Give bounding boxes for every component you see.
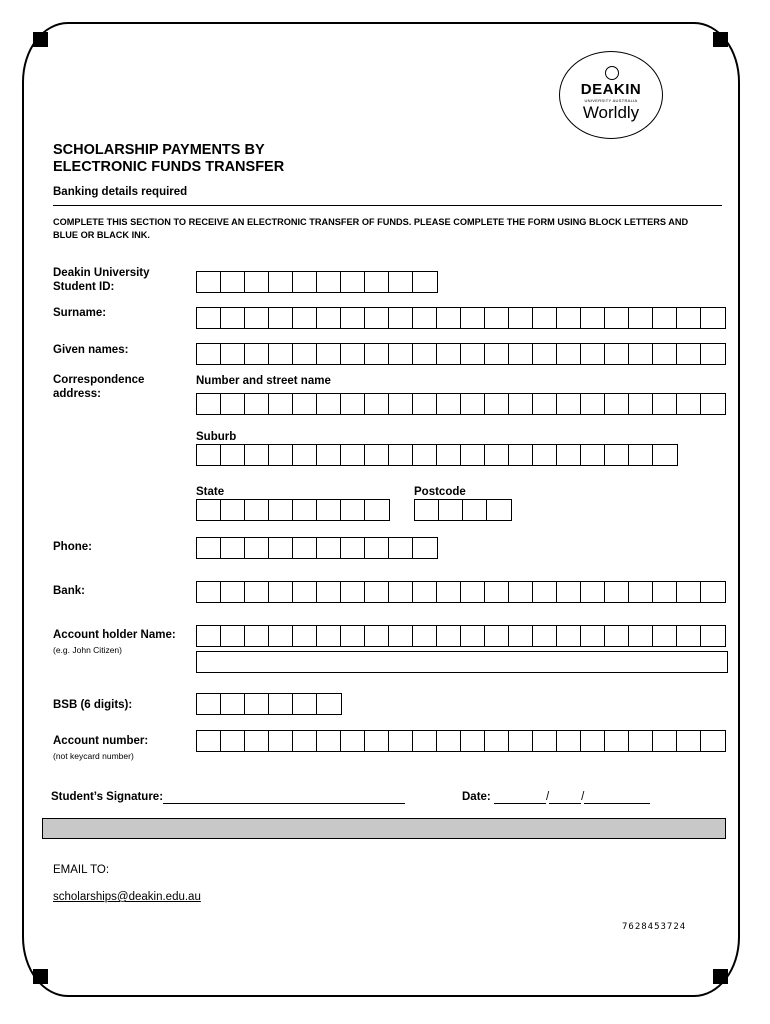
char-cell[interactable] bbox=[365, 626, 389, 646]
form-title bbox=[53, 142, 284, 176]
char-cell[interactable] bbox=[605, 344, 629, 364]
char-cell[interactable] bbox=[461, 394, 485, 414]
postcode-label: Postcode bbox=[414, 486, 466, 498]
account-number-hint: (not keycard number) bbox=[53, 751, 134, 761]
char-cell[interactable] bbox=[413, 626, 437, 646]
char-cell[interactable] bbox=[557, 731, 581, 751]
char-cell[interactable] bbox=[293, 731, 317, 751]
char-cell[interactable] bbox=[509, 731, 533, 751]
account-holder-hint: (e.g. John Citizen) bbox=[53, 645, 122, 655]
char-cell[interactable] bbox=[317, 731, 341, 751]
char-cell[interactable] bbox=[197, 731, 221, 751]
char-cell[interactable] bbox=[485, 308, 509, 328]
char-cell[interactable] bbox=[653, 582, 677, 602]
char-cell[interactable] bbox=[557, 344, 581, 364]
char-cell[interactable] bbox=[293, 694, 317, 714]
char-cell[interactable] bbox=[533, 582, 557, 602]
char-cell[interactable] bbox=[413, 344, 437, 364]
char-cell[interactable] bbox=[413, 272, 437, 292]
char-cell[interactable] bbox=[581, 445, 605, 465]
char-cell[interactable] bbox=[485, 582, 509, 602]
char-cell[interactable] bbox=[197, 582, 221, 602]
char-cell[interactable] bbox=[509, 394, 533, 414]
char-cell[interactable] bbox=[221, 344, 245, 364]
char-cell[interactable] bbox=[533, 394, 557, 414]
char-cell[interactable] bbox=[581, 626, 605, 646]
char-cell[interactable] bbox=[437, 308, 461, 328]
postcode-field[interactable] bbox=[414, 499, 512, 521]
char-cell[interactable] bbox=[389, 394, 413, 414]
char-cell[interactable] bbox=[221, 582, 245, 602]
char-cell[interactable] bbox=[389, 445, 413, 465]
char-cell[interactable] bbox=[461, 308, 485, 328]
char-cell[interactable] bbox=[293, 344, 317, 364]
char-cell[interactable] bbox=[605, 308, 629, 328]
date-day-line[interactable] bbox=[494, 791, 546, 804]
char-cell[interactable] bbox=[485, 394, 509, 414]
account-number-field[interactable] bbox=[196, 730, 726, 752]
char-cell[interactable] bbox=[485, 344, 509, 364]
char-cell[interactable] bbox=[461, 344, 485, 364]
char-cell[interactable] bbox=[557, 582, 581, 602]
char-cell[interactable] bbox=[221, 308, 245, 328]
char-cell[interactable] bbox=[509, 582, 533, 602]
date-label: Date: bbox=[462, 791, 491, 803]
given-names-field[interactable] bbox=[196, 343, 726, 365]
bsb-label: BSB (6 digits): bbox=[53, 699, 133, 711]
street-label: Number and street name bbox=[196, 375, 331, 387]
char-cell[interactable] bbox=[463, 500, 487, 520]
char-cell[interactable] bbox=[653, 445, 677, 465]
signature-label: Student’s Signature: bbox=[51, 791, 164, 803]
char-cell[interactable] bbox=[557, 445, 581, 465]
char-cell[interactable] bbox=[341, 344, 365, 364]
correspondence-label-line1: Correspondence bbox=[53, 374, 145, 386]
char-cell[interactable] bbox=[677, 344, 701, 364]
char-cell[interactable] bbox=[269, 445, 293, 465]
char-cell[interactable] bbox=[197, 445, 221, 465]
char-cell[interactable] bbox=[365, 731, 389, 751]
char-cell[interactable] bbox=[437, 445, 461, 465]
char-cell[interactable] bbox=[341, 445, 365, 465]
signature-line[interactable] bbox=[163, 791, 405, 804]
char-cell[interactable] bbox=[509, 344, 533, 364]
char-cell[interactable] bbox=[701, 582, 725, 602]
char-cell[interactable] bbox=[605, 582, 629, 602]
surname-field[interactable] bbox=[196, 307, 726, 329]
char-cell[interactable] bbox=[629, 626, 653, 646]
char-cell[interactable] bbox=[317, 694, 341, 714]
char-cell[interactable] bbox=[293, 626, 317, 646]
char-cell[interactable] bbox=[317, 272, 341, 292]
char-cell[interactable] bbox=[221, 626, 245, 646]
char-cell[interactable] bbox=[365, 445, 389, 465]
char-cell[interactable] bbox=[245, 731, 269, 751]
char-cell[interactable] bbox=[581, 582, 605, 602]
char-cell[interactable] bbox=[293, 445, 317, 465]
char-cell[interactable] bbox=[461, 445, 485, 465]
char-cell[interactable] bbox=[317, 500, 341, 520]
char-cell[interactable] bbox=[629, 344, 653, 364]
char-cell[interactable] bbox=[389, 308, 413, 328]
date-separator-1: / bbox=[545, 791, 550, 803]
char-cell[interactable] bbox=[293, 394, 317, 414]
logo-brand: DEAKIN bbox=[580, 81, 642, 98]
char-cell[interactable] bbox=[653, 394, 677, 414]
char-cell[interactable] bbox=[365, 308, 389, 328]
char-cell[interactable] bbox=[245, 394, 269, 414]
char-cell[interactable] bbox=[341, 394, 365, 414]
signature-row bbox=[51, 790, 405, 804]
char-cell[interactable] bbox=[317, 308, 341, 328]
char-cell[interactable] bbox=[317, 582, 341, 602]
char-cell[interactable] bbox=[581, 344, 605, 364]
char-cell[interactable] bbox=[581, 731, 605, 751]
given-names-label: Given names: bbox=[53, 344, 129, 356]
char-cell[interactable] bbox=[413, 308, 437, 328]
char-cell[interactable] bbox=[509, 626, 533, 646]
char-cell[interactable] bbox=[293, 500, 317, 520]
char-cell[interactable] bbox=[389, 582, 413, 602]
char-cell[interactable] bbox=[221, 500, 245, 520]
char-cell[interactable] bbox=[413, 445, 437, 465]
char-cell[interactable] bbox=[677, 394, 701, 414]
char-cell[interactable] bbox=[269, 394, 293, 414]
char-cell[interactable] bbox=[365, 394, 389, 414]
form-code: 7628453724 bbox=[622, 922, 687, 932]
bank-field[interactable] bbox=[196, 581, 726, 603]
char-cell[interactable] bbox=[533, 445, 557, 465]
date-row bbox=[462, 790, 650, 804]
surname-label: Surname: bbox=[53, 307, 107, 319]
char-cell[interactable] bbox=[269, 626, 293, 646]
char-cell[interactable] bbox=[701, 626, 725, 646]
char-cell[interactable] bbox=[293, 272, 317, 292]
char-cell[interactable] bbox=[437, 582, 461, 602]
char-cell[interactable] bbox=[269, 731, 293, 751]
char-cell[interactable] bbox=[341, 626, 365, 646]
phone-label: Phone: bbox=[53, 541, 92, 553]
char-cell[interactable] bbox=[317, 344, 341, 364]
char-cell[interactable] bbox=[197, 272, 221, 292]
char-cell[interactable] bbox=[581, 394, 605, 414]
email-to-label: EMAIL TO: bbox=[53, 864, 110, 876]
state-label: State bbox=[196, 486, 225, 498]
char-cell[interactable] bbox=[341, 500, 365, 520]
char-cell[interactable] bbox=[413, 582, 437, 602]
char-cell[interactable] bbox=[605, 445, 629, 465]
char-cell[interactable] bbox=[269, 308, 293, 328]
char-cell[interactable] bbox=[653, 626, 677, 646]
account-holder-label: Account holder Name: bbox=[53, 629, 176, 641]
account-holder-field[interactable] bbox=[196, 625, 726, 647]
char-cell[interactable] bbox=[245, 694, 269, 714]
phone-field[interactable] bbox=[196, 537, 438, 559]
account-holder-field-line2[interactable] bbox=[196, 651, 728, 673]
char-cell[interactable] bbox=[533, 626, 557, 646]
form-title-line1: SCHOLARSHIP PAYMENTS BY bbox=[53, 142, 265, 158]
char-cell[interactable] bbox=[317, 445, 341, 465]
char-cell[interactable] bbox=[629, 308, 653, 328]
char-cell[interactable] bbox=[653, 731, 677, 751]
char-cell[interactable] bbox=[677, 626, 701, 646]
char-cell[interactable] bbox=[245, 344, 269, 364]
suburb-field[interactable] bbox=[196, 444, 678, 466]
char-cell[interactable] bbox=[269, 582, 293, 602]
char-cell[interactable] bbox=[341, 731, 365, 751]
date-separator-2: / bbox=[581, 791, 585, 803]
char-cell[interactable] bbox=[485, 626, 509, 646]
char-cell[interactable] bbox=[581, 308, 605, 328]
char-cell[interactable] bbox=[269, 538, 293, 558]
char-cell[interactable] bbox=[437, 731, 461, 751]
bsb-field[interactable] bbox=[196, 693, 342, 715]
char-cell[interactable] bbox=[509, 445, 533, 465]
char-cell[interactable] bbox=[197, 538, 221, 558]
char-cell[interactable] bbox=[437, 394, 461, 414]
deakin-logo bbox=[559, 51, 663, 139]
char-cell[interactable] bbox=[197, 308, 221, 328]
form-title-line2: ELECTRONIC FUNDS TRANSFER bbox=[53, 159, 285, 175]
char-cell[interactable] bbox=[413, 394, 437, 414]
office-use-bar bbox=[42, 818, 726, 839]
char-cell[interactable] bbox=[197, 626, 221, 646]
char-cell[interactable] bbox=[533, 344, 557, 364]
char-cell[interactable] bbox=[245, 626, 269, 646]
char-cell[interactable] bbox=[269, 344, 293, 364]
char-cell[interactable] bbox=[437, 344, 461, 364]
char-cell[interactable] bbox=[415, 500, 439, 520]
char-cell[interactable] bbox=[461, 626, 485, 646]
char-cell[interactable] bbox=[341, 308, 365, 328]
char-cell[interactable] bbox=[317, 394, 341, 414]
char-cell[interactable] bbox=[557, 308, 581, 328]
char-cell[interactable] bbox=[605, 394, 629, 414]
char-cell[interactable] bbox=[677, 731, 701, 751]
bank-label: Bank: bbox=[53, 585, 85, 597]
char-cell[interactable] bbox=[605, 731, 629, 751]
char-cell[interactable] bbox=[629, 582, 653, 602]
char-cell[interactable] bbox=[701, 344, 725, 364]
char-cell[interactable] bbox=[293, 538, 317, 558]
char-cell[interactable] bbox=[701, 731, 725, 751]
correspondence-address-label bbox=[53, 373, 144, 401]
char-cell[interactable] bbox=[533, 731, 557, 751]
char-cell[interactable] bbox=[437, 626, 461, 646]
student-id-label bbox=[53, 266, 150, 294]
char-cell[interactable] bbox=[485, 445, 509, 465]
char-cell[interactable] bbox=[245, 500, 269, 520]
char-cell[interactable] bbox=[557, 626, 581, 646]
char-cell[interactable] bbox=[389, 344, 413, 364]
char-cell[interactable] bbox=[221, 538, 245, 558]
char-cell[interactable] bbox=[221, 694, 245, 714]
logo-slogan: Worldly bbox=[582, 103, 640, 122]
char-cell[interactable] bbox=[245, 582, 269, 602]
char-cell[interactable] bbox=[221, 445, 245, 465]
char-cell[interactable] bbox=[197, 694, 221, 714]
char-cell[interactable] bbox=[221, 731, 245, 751]
char-cell[interactable] bbox=[533, 308, 557, 328]
char-cell[interactable] bbox=[389, 731, 413, 751]
char-cell[interactable] bbox=[197, 344, 221, 364]
student-id-label-line2: Student ID: bbox=[53, 281, 115, 293]
char-cell[interactable] bbox=[365, 500, 389, 520]
char-cell[interactable] bbox=[487, 500, 511, 520]
char-cell[interactable] bbox=[245, 538, 269, 558]
char-cell[interactable] bbox=[365, 344, 389, 364]
char-cell[interactable] bbox=[269, 694, 293, 714]
state-field[interactable] bbox=[196, 499, 390, 521]
suburb-label: Suburb bbox=[196, 431, 237, 443]
char-cell[interactable] bbox=[245, 308, 269, 328]
char-cell[interactable] bbox=[221, 272, 245, 292]
char-cell[interactable] bbox=[653, 308, 677, 328]
char-cell[interactable] bbox=[653, 344, 677, 364]
char-cell[interactable] bbox=[221, 394, 245, 414]
char-cell[interactable] bbox=[629, 394, 653, 414]
char-cell[interactable] bbox=[701, 394, 725, 414]
char-cell[interactable] bbox=[677, 308, 701, 328]
correspondence-label-line2: address: bbox=[53, 388, 101, 400]
email-link[interactable]: scholarships@deakin.edu.au bbox=[53, 891, 201, 903]
char-cell[interactable] bbox=[269, 500, 293, 520]
char-cell[interactable] bbox=[389, 626, 413, 646]
student-id-field[interactable] bbox=[196, 271, 438, 293]
header-divider bbox=[53, 205, 722, 206]
char-cell[interactable] bbox=[557, 394, 581, 414]
char-cell[interactable] bbox=[197, 394, 221, 414]
char-cell[interactable] bbox=[365, 272, 389, 292]
char-cell[interactable] bbox=[365, 582, 389, 602]
char-cell[interactable] bbox=[461, 731, 485, 751]
date-year-line[interactable] bbox=[584, 791, 650, 804]
char-cell[interactable] bbox=[413, 731, 437, 751]
char-cell[interactable] bbox=[413, 538, 437, 558]
char-cell[interactable] bbox=[365, 538, 389, 558]
char-cell[interactable] bbox=[629, 731, 653, 751]
account-number-label: Account number: bbox=[53, 735, 149, 747]
char-cell[interactable] bbox=[317, 626, 341, 646]
char-cell[interactable] bbox=[341, 538, 365, 558]
form-instructions: COMPLETE THIS SECTION TO RECEIVE AN ELECTRONIC TRANSFER OF FUNDS. PLEASE COMPLETE THE FORM USING BLOCK LETTERS AND BLUE OR BLACK INK. bbox=[53, 217, 689, 240]
form-subtitle: Banking details required bbox=[53, 186, 188, 198]
logo-tagline: UNIVERSITY AUSTRALIA bbox=[584, 98, 638, 103]
char-cell[interactable] bbox=[389, 272, 413, 292]
char-cell[interactable] bbox=[605, 626, 629, 646]
char-cell[interactable] bbox=[197, 500, 221, 520]
char-cell[interactable] bbox=[389, 538, 413, 558]
char-cell[interactable] bbox=[461, 582, 485, 602]
char-cell[interactable] bbox=[439, 500, 463, 520]
char-cell[interactable] bbox=[293, 582, 317, 602]
char-cell[interactable] bbox=[701, 308, 725, 328]
char-cell[interactable] bbox=[341, 582, 365, 602]
student-id-label-line1: Deakin University bbox=[53, 267, 150, 279]
char-cell[interactable] bbox=[317, 538, 341, 558]
date-month-line[interactable] bbox=[549, 791, 581, 804]
street-field[interactable] bbox=[196, 393, 726, 415]
crest-icon bbox=[605, 66, 619, 80]
char-cell[interactable] bbox=[245, 445, 269, 465]
char-cell[interactable] bbox=[341, 272, 365, 292]
char-cell[interactable] bbox=[245, 272, 269, 292]
char-cell[interactable] bbox=[509, 308, 533, 328]
char-cell[interactable] bbox=[293, 308, 317, 328]
char-cell[interactable] bbox=[269, 272, 293, 292]
char-cell[interactable] bbox=[629, 445, 653, 465]
char-cell[interactable] bbox=[485, 731, 509, 751]
char-cell[interactable] bbox=[677, 582, 701, 602]
